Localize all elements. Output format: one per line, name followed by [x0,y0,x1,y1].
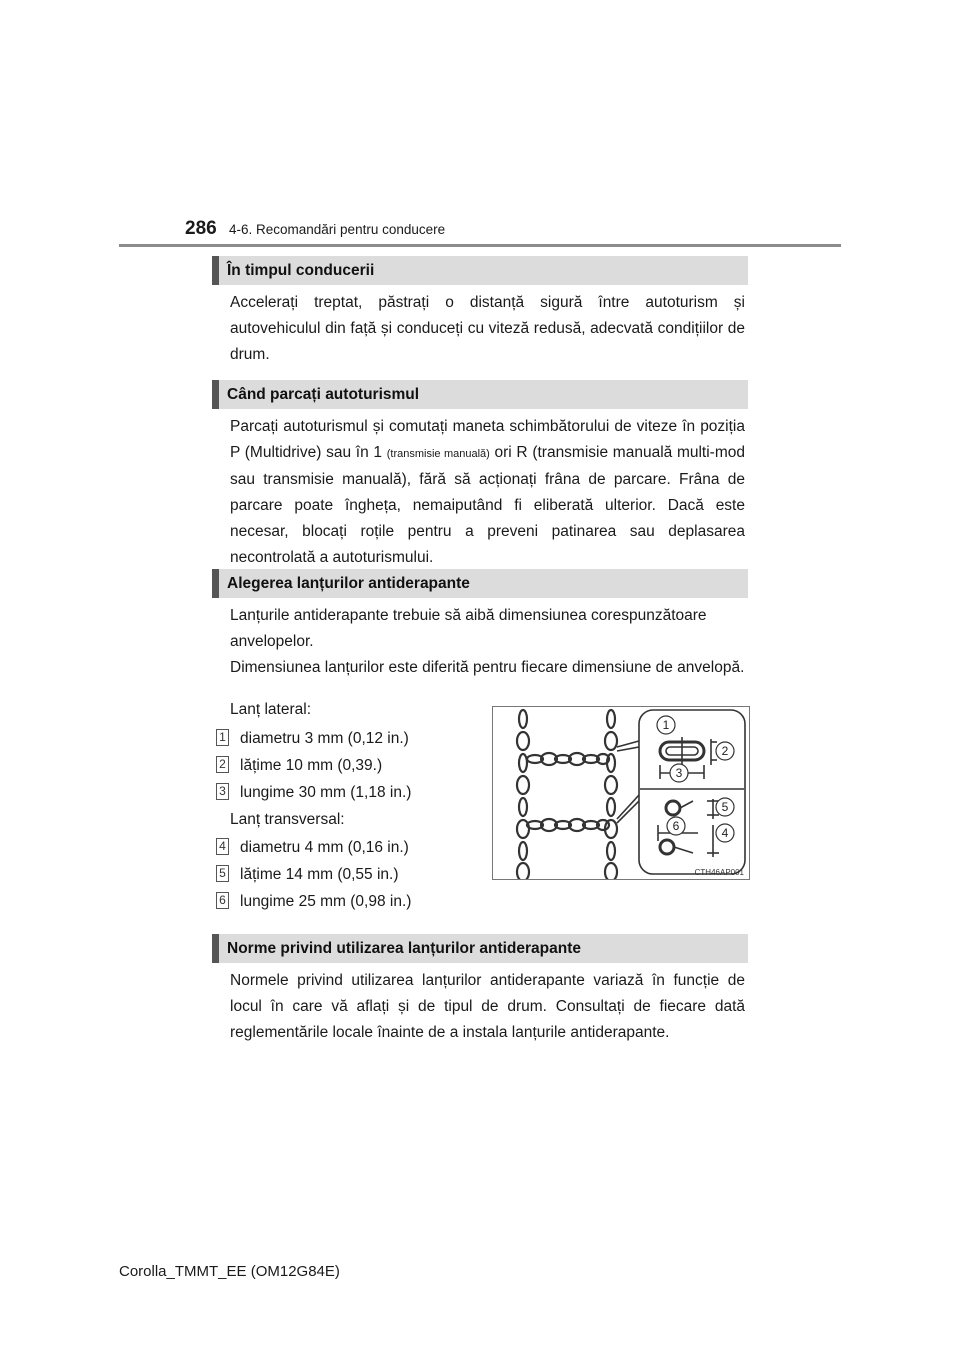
callout-number-box: 4 [216,838,229,855]
section-heading-chains: Alegerea lanțurilor antiderapante [212,569,748,598]
callout-6: 6 [672,819,680,833]
spec-text: lungime 25 mm (0,98 in.) [240,893,412,910]
running-header: 4-6. Recomandări pentru conducere [229,222,446,237]
spec-item [216,728,409,750]
header-divider [119,244,841,247]
paragraph-regulations: Normele privind utilizarea lanțurilor antiderapante variază în funcție de locul în care vă aflați și de tipul de drum. Consultați de fiecare dată reglementările locale înainte de a instala lanțurile antiderapante. [230,972,745,1041]
callout-1: 1 [662,718,670,732]
spec-item [216,864,399,886]
spec-item [216,891,411,913]
section-heading-parking: Când parcați autoturismul [212,380,748,409]
page-number: 286 [185,218,217,239]
spec-item [216,782,411,804]
side-chain-label: Lanț lateral: [230,701,311,718]
parking-text-part-2: ori R (transmisie manuală multi-mod sau transmisie manuală), fără să acționați frâna de parcare. Frâna de parcare poate îngheța, nemaiputând fi eliberată ulterior. Dacă este necesar, blocați roțile pentru a preveni patinarea sau deplasarea necontrolată a autoturismului. [230,444,745,566]
spec-text: lățime 14 mm (0,55 in.) [240,866,399,883]
callout-number-box: 5 [216,865,229,882]
callout-5: 5 [721,800,729,814]
callout-number-box: 3 [216,783,229,800]
spec-item [216,837,409,859]
paragraph-chains-intro-1: Lanțurile antiderapante trebuie să aibă dimensiunea corespunzătoare anvelopelor. [230,607,707,650]
spec-text: diametru 4 mm (0,16 in.) [240,839,409,856]
spec-item [216,755,382,777]
paragraph-driving: Accelerați treptat, păstrați o distanță sigură între autoturism și autovehiculul din față și conduceți cu viteză redusă, adecvată condițiilor de drum. [230,294,745,363]
paragraph-chains-intro-2: Dimensiunea lanțurilor este diferită pentru fiecare dimensiune de anvelopă. [230,659,745,676]
figure-code: CTH46AP001 [694,868,744,877]
callout-circles [657,716,734,842]
callout-number-box: 6 [216,892,229,909]
callout-2: 2 [721,744,729,758]
footer-manual-id: Corolla_TMMT_EE (OM12G84E) [119,1263,340,1280]
spec-text: diametru 3 mm (0,12 in.) [240,730,409,747]
chain-links [517,710,617,880]
callout-number-box: 1 [216,729,229,746]
snow-chain-illustration [492,706,750,880]
cross-chain-label: Lanț transversal: [230,811,345,828]
parking-text-small: (transmisie manuală) [386,448,490,460]
paragraph-parking [230,414,745,571]
callout-4: 4 [721,826,729,840]
parking-text-part-1: Parcați autoturismul și comutați maneta schimbătorului de viteze în poziția P (Multidrive) sau în 1 [230,418,745,461]
section-heading-regulations: Norme privind utilizarea lanțurilor antiderapante [212,934,748,963]
spec-text: lungime 30 mm (1,18 in.) [240,784,412,801]
chain-diagram-svg [493,707,750,880]
section-heading-driving: În timpul conducerii [212,256,748,285]
callout-number-box: 2 [216,756,229,773]
spec-text: lățime 10 mm (0,39.) [240,757,383,774]
callout-3: 3 [675,766,683,780]
